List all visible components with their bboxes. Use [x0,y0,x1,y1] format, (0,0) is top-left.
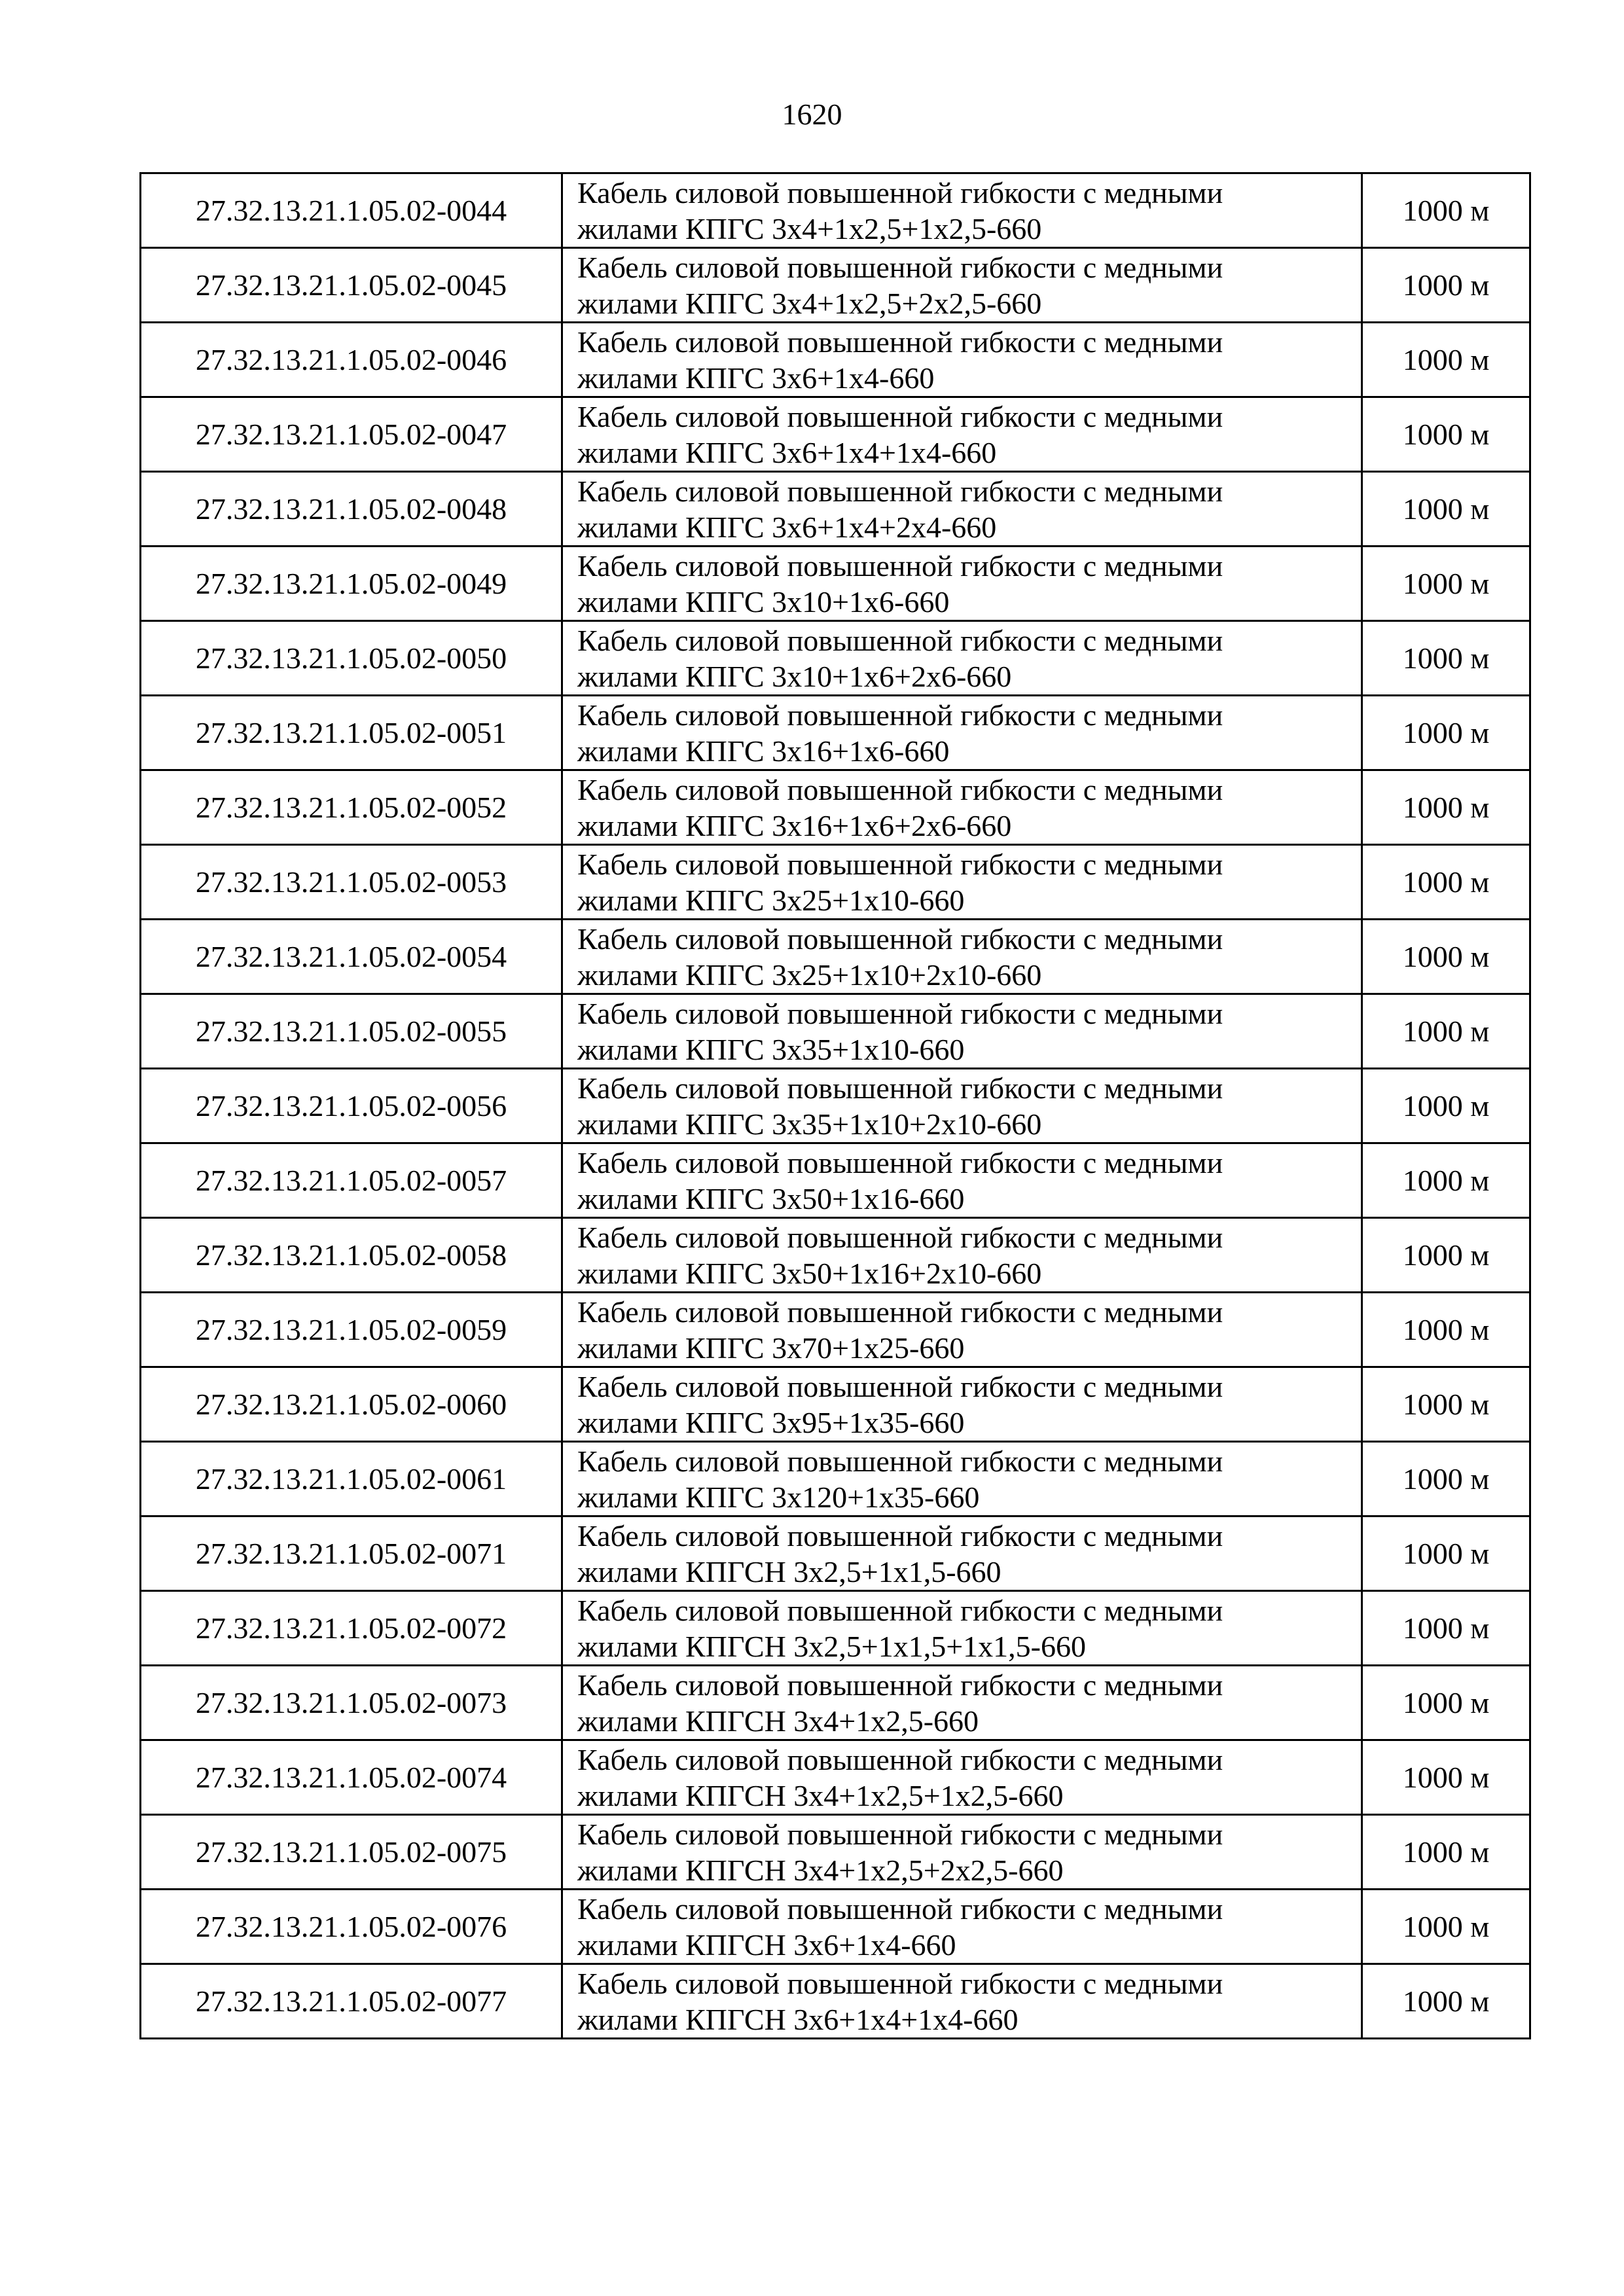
resource-description [562,397,1362,472]
resource-code: 27.32.13.21.1.05.02-0060 [141,1367,562,1442]
table-row [141,1740,1530,1815]
resource-unit: 1000 м [1362,621,1530,696]
description-line-1: Кабель силовой повышенной гибкости с медными [577,922,1223,956]
description-line-2: жилами КПГС 3х50+1х16+2х10-660 [577,1256,1042,1290]
resource-unit: 1000 м [1362,173,1530,248]
description-line-1: Кабель силовой повышенной гибкости с медными [577,698,1223,732]
resource-description [562,770,1362,845]
description-line-1: Кабель силовой повышенной гибкости с медными [577,623,1223,657]
description-line-2: жилами КПГС 3х6+1х4-660 [577,361,935,395]
resource-description [562,1516,1362,1591]
resource-code: 27.32.13.21.1.05.02-0074 [141,1740,562,1815]
description-line-1: Кабель силовой повышенной гибкости с медными [577,250,1223,284]
resource-description [562,1367,1362,1442]
description-line-2: жилами КПГС 3х6+1х4+2х4-660 [577,510,997,544]
resource-code: 27.32.13.21.1.05.02-0073 [141,1666,562,1740]
resource-description [562,1591,1362,1666]
resource-unit: 1000 м [1362,770,1530,845]
resource-description [562,696,1362,770]
description-line-2: жилами КПГС 3х25+1х10-660 [577,883,965,917]
description-line-2: жилами КПГС 3х35+1х10+2х10-660 [577,1107,1042,1141]
resource-unit: 1000 м [1362,920,1530,994]
description-line-1: Кабель силовой повышенной гибкости с медными [577,1220,1223,1254]
resource-unit: 1000 м [1362,1740,1530,1815]
resource-code: 27.32.13.21.1.05.02-0046 [141,323,562,397]
resource-description [562,472,1362,547]
resource-unit: 1000 м [1362,547,1530,621]
description-line-2: жилами КПГС 3х10+1х6-660 [577,584,950,619]
description-line-2: жилами КПГС 3х50+1х16-660 [577,1181,965,1215]
table-row [141,1218,1530,1293]
resource-description [562,920,1362,994]
description-line-2: жилами КПГС 3х4+1х2,5+1х2,5-660 [577,211,1042,245]
description-line-1: Кабель силовой повышенной гибкости с медными [577,1668,1223,1702]
description-line-2: жилами КПГС 3х10+1х6+2х6-660 [577,659,1012,693]
table-row [141,1516,1530,1591]
resource-description [562,323,1362,397]
resource-code: 27.32.13.21.1.05.02-0048 [141,472,562,547]
description-line-1: Кабель силовой повышенной гибкости с медными [577,175,1223,209]
description-line-1: Кабель силовой повышенной гибкости с медными [577,996,1223,1030]
description-line-2: жилами КПГС 3х25+1х10+2х10-660 [577,958,1042,992]
resource-code: 27.32.13.21.1.05.02-0071 [141,1516,562,1591]
description-line-1: Кабель силовой повышенной гибкости с медными [577,1518,1223,1552]
resource-unit: 1000 м [1362,397,1530,472]
resource-code: 27.32.13.21.1.05.02-0056 [141,1069,562,1143]
table-row [141,547,1530,621]
table-row [141,1890,1530,1964]
resource-unit: 1000 м [1362,1442,1530,1516]
resource-description [562,1815,1362,1890]
resource-unit: 1000 м [1362,1666,1530,1740]
table-row [141,621,1530,696]
resource-unit: 1000 м [1362,696,1530,770]
description-line-2: жилами КПГСН 3х4+1х2,5-660 [577,1704,979,1738]
table-row [141,472,1530,547]
table-row [141,696,1530,770]
description-line-1: Кабель силовой повышенной гибкости с медными [577,1817,1223,1851]
resource-unit: 1000 м [1362,1367,1530,1442]
table-row [141,1815,1530,1890]
description-line-1: Кабель силовой повышенной гибкости с медными [577,548,1223,583]
resource-description [562,1069,1362,1143]
table-row [141,1143,1530,1218]
resource-code: 27.32.13.21.1.05.02-0075 [141,1815,562,1890]
resource-table [139,172,1531,2039]
resource-description [562,1964,1362,2039]
description-line-2: жилами КПГС 3х120+1х35-660 [577,1480,980,1514]
description-line-2: жилами КПГС 3х16+1х6-660 [577,734,950,768]
resource-description [562,1442,1362,1516]
resource-code: 27.32.13.21.1.05.02-0059 [141,1293,562,1367]
resource-table-body [141,173,1530,2039]
description-line-1: Кабель силовой повышенной гибкости с медными [577,1295,1223,1329]
resource-description [562,1218,1362,1293]
description-line-2: жилами КПГСН 3х2,5+1х1,5+1х1,5-660 [577,1629,1086,1663]
resource-code: 27.32.13.21.1.05.02-0052 [141,770,562,845]
resource-code: 27.32.13.21.1.05.02-0055 [141,994,562,1069]
description-line-2: жилами КПГС 3х6+1х4+1х4-660 [577,435,997,469]
description-line-1: Кабель силовой повышенной гибкости с медными [577,1444,1223,1478]
resource-unit: 1000 м [1362,1069,1530,1143]
table-row [141,1591,1530,1666]
resource-code: 27.32.13.21.1.05.02-0053 [141,845,562,920]
table-row [141,1367,1530,1442]
table-row [141,248,1530,323]
table-row [141,920,1530,994]
resource-code: 27.32.13.21.1.05.02-0072 [141,1591,562,1666]
resource-description [562,547,1362,621]
resource-description [562,1740,1362,1815]
resource-unit: 1000 м [1362,994,1530,1069]
table-row [141,845,1530,920]
resource-description [562,621,1362,696]
description-line-1: Кабель силовой повышенной гибкости с медными [577,1892,1223,1926]
resource-code: 27.32.13.21.1.05.02-0057 [141,1143,562,1218]
table-row [141,1069,1530,1143]
description-line-2: жилами КПГСН 3х4+1х2,5+1х2,5-660 [577,1778,1064,1812]
resource-code: 27.32.13.21.1.05.02-0061 [141,1442,562,1516]
description-line-2: жилами КПГСН 3х4+1х2,5+2х2,5-660 [577,1853,1064,1887]
resource-unit: 1000 м [1362,1964,1530,2039]
description-line-2: жилами КПГС 3х70+1х25-660 [577,1331,965,1365]
resource-unit: 1000 м [1362,1516,1530,1591]
resource-code: 27.32.13.21.1.05.02-0058 [141,1218,562,1293]
resource-unit: 1000 м [1362,1591,1530,1666]
resource-description [562,248,1362,323]
resource-code: 27.32.13.21.1.05.02-0054 [141,920,562,994]
table-row [141,1964,1530,2039]
resource-description [562,1666,1362,1740]
description-line-1: Кабель силовой повышенной гибкости с медными [577,474,1223,508]
description-line-1: Кабель силовой повышенной гибкости с медными [577,399,1223,433]
resource-code: 27.32.13.21.1.05.02-0045 [141,248,562,323]
resource-unit: 1000 м [1362,248,1530,323]
description-line-1: Кабель силовой повышенной гибкости с медными [577,1593,1223,1627]
resource-description [562,173,1362,248]
resource-description [562,845,1362,920]
resource-unit: 1000 м [1362,1143,1530,1218]
description-line-2: жилами КПГСН 3х6+1х4-660 [577,1928,956,1962]
resource-unit: 1000 м [1362,1890,1530,1964]
resource-code: 27.32.13.21.1.05.02-0047 [141,397,562,472]
table-row [141,173,1530,248]
description-line-1: Кабель силовой повышенной гибкости с медными [577,1742,1223,1776]
table-row [141,1442,1530,1516]
description-line-2: жилами КПГС 3х95+1х35-660 [577,1405,965,1439]
resource-code: 27.32.13.21.1.05.02-0050 [141,621,562,696]
resource-unit: 1000 м [1362,1218,1530,1293]
resource-code: 27.32.13.21.1.05.02-0049 [141,547,562,621]
description-line-1: Кабель силовой повышенной гибкости с медными [577,1966,1223,2000]
description-line-2: жилами КПГС 3х16+1х6+2х6-660 [577,808,1012,842]
resource-unit: 1000 м [1362,1293,1530,1367]
description-line-2: жилами КПГСН 3х2,5+1х1,5-660 [577,1554,1001,1588]
description-line-2: жилами КПГСН 3х6+1х4+1х4-660 [577,2002,1019,2036]
description-line-1: Кабель силовой повышенной гибкости с медными [577,1145,1223,1179]
description-line-1: Кабель силовой повышенной гибкости с медными [577,1369,1223,1403]
description-line-2: жилами КПГС 3х4+1х2,5+2х2,5-660 [577,286,1042,320]
description-line-1: Кабель силовой повышенной гибкости с медными [577,772,1223,806]
table-row [141,994,1530,1069]
resource-unit: 1000 м [1362,1815,1530,1890]
table-row [141,323,1530,397]
resource-unit: 1000 м [1362,472,1530,547]
resource-unit: 1000 м [1362,845,1530,920]
description-line-1: Кабель силовой повышенной гибкости с медными [577,1071,1223,1105]
resource-description [562,1293,1362,1367]
table-row [141,1666,1530,1740]
table-row [141,770,1530,845]
resource-description [562,994,1362,1069]
description-line-2: жилами КПГС 3х35+1х10-660 [577,1032,965,1066]
description-line-1: Кабель силовой повышенной гибкости с медными [577,325,1223,359]
table-row [141,1293,1530,1367]
description-line-1: Кабель силовой повышенной гибкости с медными [577,847,1223,881]
page-number: 1620 [782,98,842,131]
resource-code: 27.32.13.21.1.05.02-0051 [141,696,562,770]
resource-description [562,1890,1362,1964]
resource-unit: 1000 м [1362,323,1530,397]
resource-code: 27.32.13.21.1.05.02-0077 [141,1964,562,2039]
resource-description [562,1143,1362,1218]
resource-code: 27.32.13.21.1.05.02-0044 [141,173,562,248]
table-row [141,397,1530,472]
resource-code: 27.32.13.21.1.05.02-0076 [141,1890,562,1964]
